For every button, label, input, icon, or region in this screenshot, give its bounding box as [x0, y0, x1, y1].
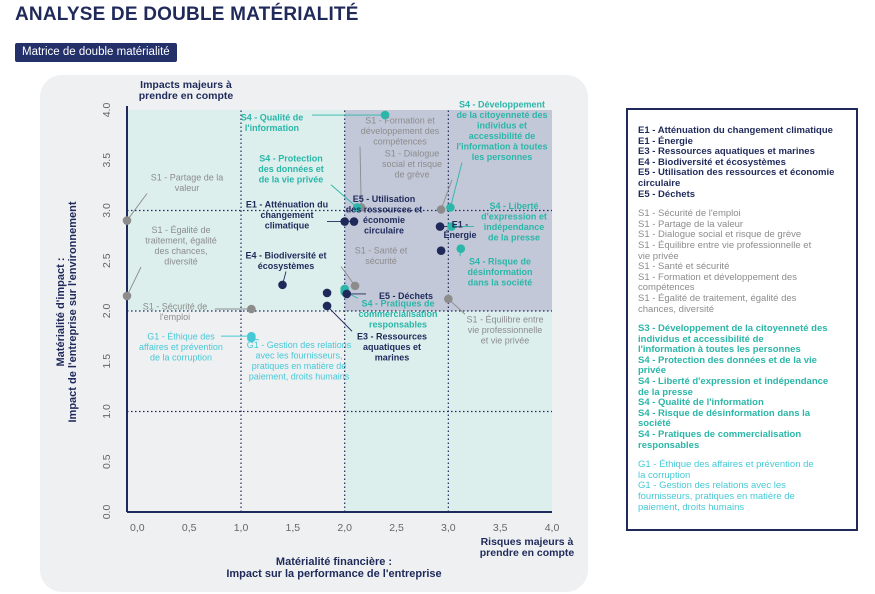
y-tick-label: 4.0 [101, 102, 113, 118]
page-title: ANALYSE DE DOUBLE MATÉRIALITÉ [15, 4, 359, 25]
data-point [278, 281, 287, 290]
legend-entry: S4 - Protection des données et de la vie [638, 354, 817, 366]
point-label: S1 - Dialogue [384, 148, 440, 159]
point-label: développement des [360, 125, 440, 136]
legend-entry: E5 - Déchets [638, 188, 696, 200]
y-tick-label: 0.0 [101, 504, 113, 520]
data-point [351, 282, 360, 291]
point-label: E5 - Déchets [378, 290, 434, 301]
point-label: et vie privée [480, 335, 530, 346]
right-axis-label: Risques majeurs à [480, 536, 574, 548]
x-tick-label: 2,5 [389, 522, 404, 534]
y-tick-label: 0.5 [101, 454, 113, 470]
point-label: E1 - [451, 219, 469, 230]
legend-entry: G1 - Éthique des affaires et prévention de [638, 459, 814, 471]
legend-entry: l'information à toutes les personnes [638, 344, 801, 356]
point-label: S1 - Partage de la [150, 172, 224, 183]
data-point [444, 295, 453, 304]
point-label: S1 - Sécurité de [142, 301, 208, 312]
point-label: des ressources et [345, 204, 423, 215]
point-label: sécurité [365, 256, 397, 266]
x-tick-label: 0,0 [130, 522, 145, 534]
point-label: commercialisation [358, 308, 438, 319]
point-label: dans la société [467, 277, 533, 288]
legend-entry: de la presse [638, 386, 693, 398]
legend-entry: E1 - Énergie [638, 135, 693, 147]
legend-entry: circulaire [638, 177, 681, 189]
right-axis-label: prendre en compte [479, 547, 575, 559]
data-point [123, 292, 132, 301]
point-label: S1 - Formation et [365, 115, 435, 126]
legend-entry: S4 - Liberté d'expression et indépendance [638, 376, 829, 388]
point-label: S1 - Égalité de [151, 225, 211, 235]
x-tick-label: 3,5 [492, 522, 508, 534]
legend-entry: E5 - Utilisation des ressources et économie [638, 167, 835, 179]
legend-entry: E3 - Ressources aquatiques et marines [638, 146, 815, 158]
point-label: changement [260, 209, 314, 220]
point-label: valeur [174, 183, 200, 193]
point-label: l'information à toutes [456, 141, 548, 152]
legend-entry: S1 - Équilibre entre vie professionnelle et [638, 239, 812, 251]
x-tick-label: 1,5 [285, 522, 301, 534]
point-label: S1 - Équilibre entre [466, 314, 544, 325]
legend-entry: S1 - Égalité de traitement, égalité des [638, 292, 797, 304]
data-point [342, 290, 351, 299]
data-point [437, 205, 446, 214]
legend-entry: S3 - Développement de la citoyenneté des [638, 323, 828, 335]
y-axis-title: Matérialité d'impact : [55, 257, 67, 367]
legend-entry: fournisseurs, pratiques en matière de [638, 491, 795, 502]
matrix-subtitle: Matrice de double matérialité [15, 43, 177, 62]
legend-entry: chances, diversité [638, 303, 715, 315]
point-label: S4 - Qualité de [240, 112, 304, 123]
point-label: G1 - Gestion des relations [246, 340, 352, 350]
point-label: S4 - Liberté [489, 201, 539, 211]
legend-group [638, 324, 848, 451]
legend-group [638, 126, 848, 200]
point-label: E4 - Biodiversité et [245, 250, 327, 261]
point-label: individus et [476, 120, 528, 131]
legend-entry: responsables [638, 439, 700, 451]
point-label: paiement, droits humains [248, 371, 350, 382]
data-point [350, 217, 359, 226]
x-tick-label: 2,0 [337, 522, 352, 534]
legend-entry: G1 - Gestion des relations avec les [638, 480, 786, 492]
y-tick-label: 2.0 [101, 303, 113, 319]
point-label: E1 - Atténuation du [245, 199, 329, 210]
point-label: écosystèmes [257, 261, 315, 271]
data-point [446, 203, 455, 212]
point-label: S4 - Protection [259, 153, 323, 164]
legend-group [638, 209, 848, 315]
point-label: Énergie [443, 230, 477, 240]
point-label: S1 - Santé et [354, 245, 408, 256]
point-label: accessibilité de [468, 131, 536, 141]
legend-entry: S1 - Santé et sécurité [638, 261, 730, 273]
legend-entry: paiement, droits humains [638, 501, 745, 513]
legend-entry: S4 - Qualité de l'information [638, 397, 764, 409]
legend-group [638, 460, 848, 513]
y-axis-title: Impact de l'entreprise sur l'environnement [67, 201, 79, 423]
point-label: l'information [244, 123, 300, 133]
point-label: d'expression et [481, 211, 547, 222]
legend-entry: vie privée [638, 250, 679, 262]
point-label: affaires et prévention [139, 341, 223, 352]
point-label: S4 - Développement [458, 99, 546, 110]
data-point [323, 302, 332, 311]
point-label: climatique [264, 220, 310, 231]
point-label: social et risque [381, 158, 443, 169]
point-label: de grève [394, 169, 430, 180]
point-label: vie professionnelle [467, 324, 543, 335]
point-label: S4 - Risque de [468, 256, 532, 267]
legend-entry: S1 - Partage de la valeur [638, 218, 744, 230]
data-point [340, 217, 349, 226]
legend-entry: privée [638, 365, 666, 377]
point-label: désinformation [467, 266, 533, 277]
x-tick-label: 3,0 [441, 522, 456, 534]
legend-box [626, 108, 858, 531]
point-label: aquatiques et [362, 341, 422, 352]
y-tick-label: 2.5 [101, 253, 113, 269]
legend-entry: la corruption [638, 469, 691, 481]
data-point [247, 305, 256, 314]
point-label: S4 - Pratiques de [361, 298, 435, 309]
point-label: les personnes [471, 152, 533, 162]
point-label: de la citoyenneté des [456, 110, 548, 120]
x-tick-label: 0,5 [181, 522, 197, 534]
point-label: pratiques en matière de [251, 361, 347, 371]
point-label: G1 - Éthique des [147, 331, 215, 342]
legend-entry: S4 - Pratiques de commercialisation [638, 429, 802, 441]
point-label: compétences [373, 136, 427, 147]
point-label: circulaire [363, 225, 405, 236]
point-label: traitement, égalité [145, 235, 217, 246]
x-axis-title: Impact sur la performance de l'entreprise [226, 568, 442, 580]
x-tick-label: 4,0 [544, 522, 560, 534]
legend-entry: E1 - Atténuation du changement climatique [638, 125, 833, 136]
data-point [123, 216, 132, 225]
legend-entry: S1 - Dialogue social et risque de grève [638, 229, 802, 241]
point-label: des chances, [154, 246, 208, 256]
legend-entry: individus et accessibilité de [638, 333, 764, 345]
legend-entry: E4 - Biodiversité et écosystèmes [638, 156, 786, 168]
legend-entry: compétences [638, 282, 695, 294]
point-label: responsables [368, 319, 428, 330]
data-point [437, 246, 446, 255]
point-label: des données et [258, 163, 324, 174]
point-label: de la vie privée [258, 174, 324, 185]
data-point [456, 244, 465, 253]
y-tick-label: 3.5 [101, 152, 113, 168]
legend-entry: S1 - Formation et développement des [638, 271, 797, 283]
point-label: marines [374, 352, 410, 363]
point-label: économie [362, 215, 406, 225]
y-tick-label: 1.0 [101, 404, 113, 419]
point-label: de la presse [487, 232, 541, 243]
point-label: avec les fournisseurs, [255, 350, 343, 361]
point-label: de la corruption [149, 352, 213, 363]
point-label: E5 - Utilisation [352, 194, 416, 204]
x-tick-label: 1,0 [233, 522, 249, 534]
x-axis-title: Matérialité financière : [275, 556, 393, 568]
legend-entry: S4 - Risque de désinformation dans la [638, 407, 811, 419]
data-point [323, 289, 332, 298]
legend-entry: société [638, 418, 671, 430]
point-label: diversité [164, 256, 198, 267]
legend-entry: S1 - Sécurité de l'emploi [638, 208, 741, 220]
y-tick-label: 1.5 [101, 353, 113, 369]
point-label: E3 - Ressources [356, 331, 428, 342]
point-label: indépendance [483, 222, 545, 232]
y-tick-label: 3.0 [101, 203, 113, 218]
top-axis-label: prendre en compte [138, 90, 234, 102]
point-label: l'emploi [159, 312, 191, 322]
top-axis-label: Impacts majeurs à [140, 79, 232, 91]
